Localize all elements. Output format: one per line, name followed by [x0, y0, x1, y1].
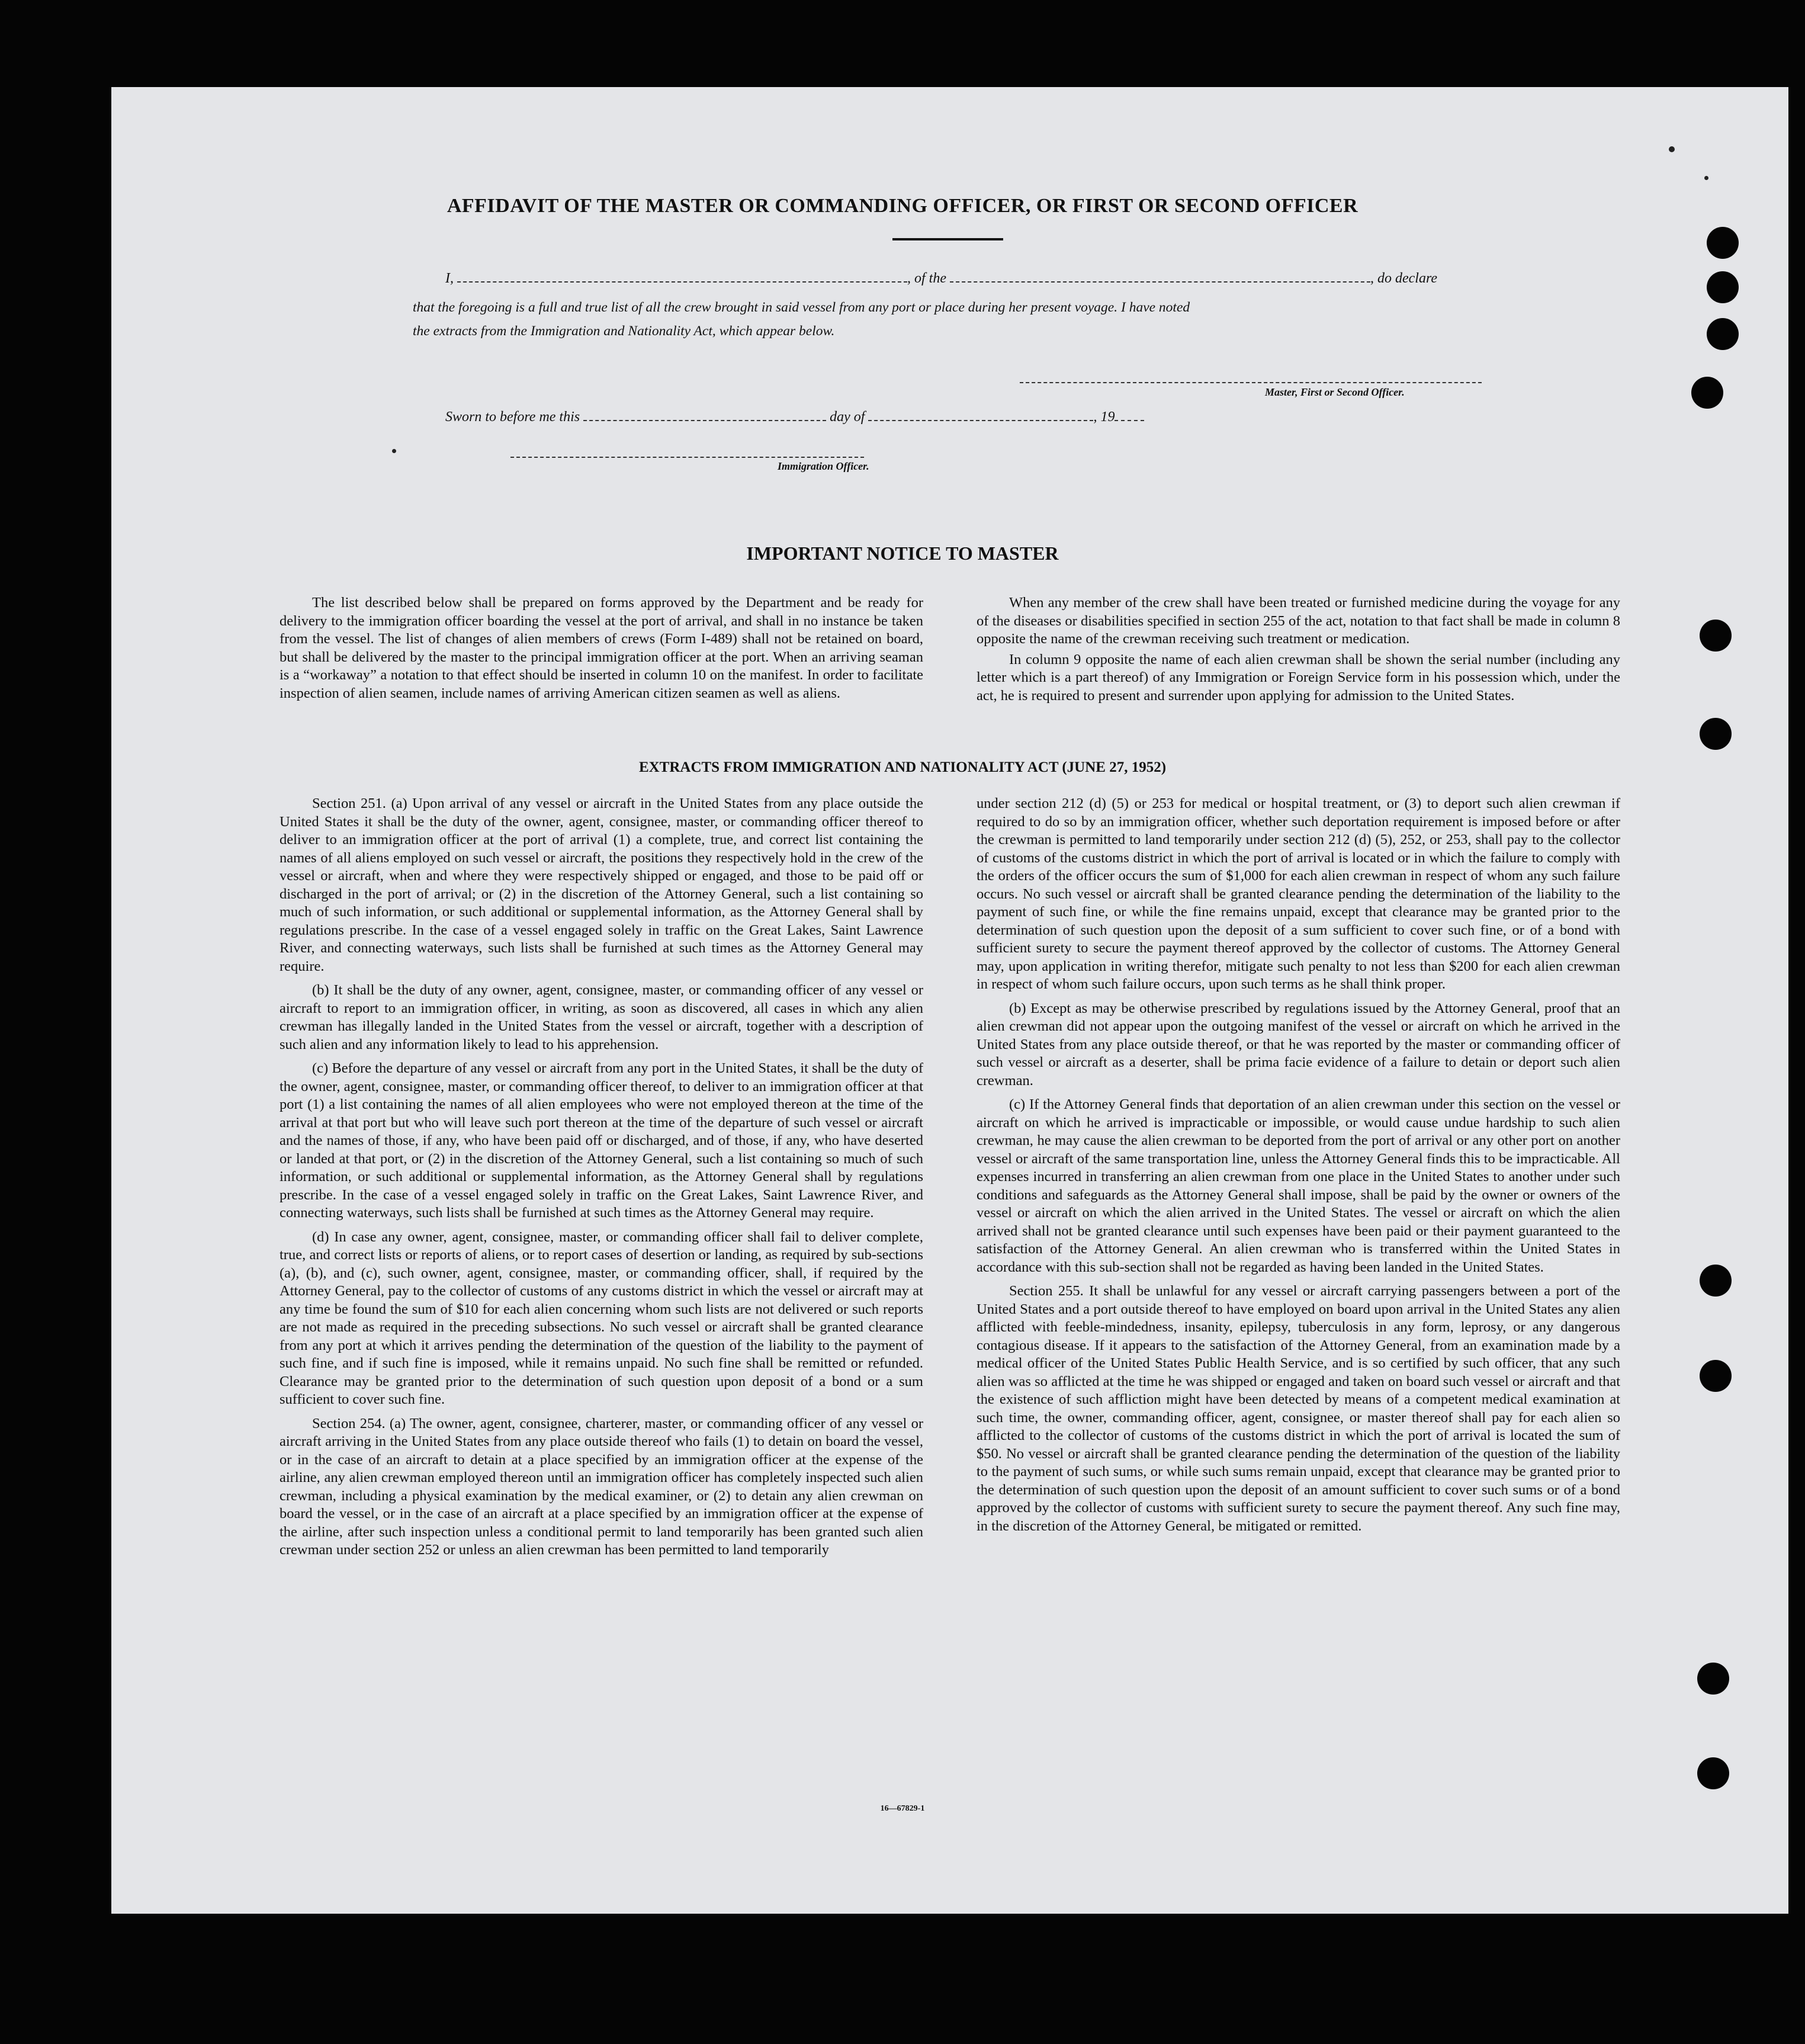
extracts-right-column — [977, 795, 1620, 1541]
sworn-day-blank[interactable] — [583, 408, 826, 421]
sworn-year-blank[interactable] — [1115, 408, 1144, 421]
binder-hole — [1697, 1663, 1729, 1695]
immigration-officer-signature-line[interactable] — [510, 457, 864, 458]
binder-hole — [1700, 620, 1732, 652]
form-number: 16—67829-1 — [880, 1804, 925, 1813]
sworn-text: Sworn to before me this — [445, 409, 580, 425]
year-text: , 19 — [1093, 409, 1115, 425]
extract-paragraph: Section 255. It shall be unlawful for any vessel or aircraft carrying passengers between a port of the United States and a port outside thereof to have employed on board upon arrival in the United States any alien afflicted with feeble-mindedness, insanity, epilepsy, tuberculosis in any form, leprosy, or any dangerous contagious disease. If it appears to the satisfaction of the Attorney General, from an examination made by a medical officer of the United States Public Health Service, and is so certified by such officer, that any such alien was so afflicted at the time he was shipped or engaged and taken on board such vessel or aircraft and that the existence of such affliction might have been detected by means of a competent medical examination at such time, the owner, commanding officer, agent, consignee, or master thereof shall pay for each alien so afflicted to the collector of customs of the customs district in which the port of arrival is located the sum of $50. No vessel or aircraft shall be granted clearance pending the determination of the question of the liability to the payment of such sums, or while such sums remain unpaid, except that clearance may be granted prior to the determination of such question upon the deposit of an amount sufficient to cover such sums or of a bond approved by the collector of customs with sufficient surety to secure the payment thereof. Any such fine may, in the discretion of the Attorney General, be mitigated or remitted. — [977, 1283, 1620, 1534]
extract-paragraph: Section 254. (a) The owner, agent, consignee, charterer, master, or commanding officer of any vessel or aircraft arriving in the United States from any place outside thereof who fails (1) to detain on board the vessel, or in the case of an aircraft to detain at a place specified by an immigration officer at the expense of the airline, any alien crewman employed thereon until an immigration officer has completely inspected such alien crewman, including a physical examination by the medical examiner, or (2) to detain any alien crewman on board the vessel, or in the case of an aircraft at a place specified by an immigration officer at the expense of the airline, after such inspection unless a conditional permit to land temporarily has been granted such alien crewman under section 252 or unless an alien crewman has been permitted to land temporarily — [280, 1415, 923, 1558]
notice-title: IMPORTANT NOTICE TO MASTER — [746, 543, 1059, 564]
extract-paragraph: Section 251. (a) Upon arrival of any vessel or aircraft in the United States from any place outside the United States it shall be the duty of the owner, agent, consignee, master, or commanding officer thereof to deliver to an immigration officer at the port of arrival (1) a complete, true, and correct list containing the names of all aliens employed on such vessel or aircraft, the positions they respectively hold in the crew of the vessel or aircraft, when and where they were respectively shipped or engaged, and those to be paid off or discharged in the port of arrival; or (2) in the discretion of the Attorney General, such a list containing so much of such information, or such additional or supplemental information, as the Attorney General shall by regulations prescribe. In the case of a vessel engaged solely in traffic on the Great Lakes, Saint Lawrence River, and connecting waterways, such lists shall be furnished at such times as the Attorney General may require. — [280, 795, 923, 974]
notice-right-column — [977, 594, 1620, 711]
master-signature-line[interactable] — [1020, 382, 1482, 383]
sworn-month-blank[interactable] — [868, 408, 1093, 421]
extracts-title: EXTRACTS FROM IMMIGRATION AND NATIONALITY ACT (JUNE 27, 1952) — [638, 759, 1167, 775]
extract-paragraph: (c) If the Attorney General finds that deportation of an alien crewman under this section on the vessel or aircraft on which he arrived is impracticable or impossible, or would cause undue hardship to such alien crewman, he may cause the alien crewman to be deported from the port of arrival or any other port on another vessel or aircraft of the same transportation line, unless the Attorney General finds this to be impracticable. All expenses incurred in transferring an alien crewman from one place in the United States to another under such conditions and safeguards as the Attorney General shall impose, shall be paid by the owner or owners of the vessel or aircraft on which the alien arrived in the United States. The vessel or aircraft on which the alien arrived shall not be granted clearance until such expenses have been paid or their payment guaranteed to the satisfaction of the Attorney General. An alien crewman who is transferred within the United States in accordance with this sub-section shall not be regarded as having been landed in the United States. — [977, 1096, 1620, 1275]
extract-paragraph: (d) In case any owner, agent, consignee, master, or commanding officer shall fail to deliver complete, true, and correct lists or reports of aliens, or to report cases of desertion or landing, as required by sub-sections (a), (b), and (c), such owner, agent, consignee, master, or commanding officer, shall, if required by the Attorney General, pay to the collector of customs of any customs district in which the vessel or aircraft may at any time be found the sum of $10 for each alien concerning whom such lists are not delivered or such reports are not made as required in the preceding subsections. No such vessel or aircraft shall be granted clearance from any port at which it arrives pending the determination of the question of the liability to the payment of such fine, and if such fine is imposed, while it remains unpaid. No such fine shall be remitted or refunded. Clearance may be granted prior to the determination of such question upon deposit of a bond or a sum sufficient to cover such fine. — [280, 1228, 923, 1407]
affidavit-i: I, — [445, 271, 454, 286]
binder-hole — [1700, 1265, 1732, 1297]
affidavit-line-3: the extracts from the Immigration and Nationality Act, which appear below. — [413, 323, 835, 339]
binder-hole — [1707, 227, 1739, 259]
affidavit-declare: , do declare — [1370, 271, 1438, 286]
day-of-text: day of — [830, 409, 865, 425]
binder-hole — [1700, 718, 1732, 750]
ink-speck — [392, 449, 396, 453]
affidavit-of-the: , of the — [907, 271, 946, 286]
notice-paragraph: In column 9 opposite the name of each alien crewman shall be shown the serial number (including any letter which is a part thereof) of any Immigration or Foreign Service form in his possession which, under the act, he is required to present and surrender upon applying for admission to the United States. — [977, 651, 1620, 704]
affidavit-line-1 — [445, 264, 1437, 293]
notice-paragraph: When any member of the crew shall have been treated or furnished medicine during the voyage for any of the diseases or disabilities specified in section 255 of the act, notation to that fact shall be made in column 8 opposite the name of the crewman receiving such treatment or medication. — [977, 595, 1620, 647]
binder-hole — [1707, 271, 1739, 303]
ink-speck — [1669, 146, 1675, 152]
affidavit-title: AFFIDAVIT OF THE MASTER OR COMMANDING OFFICER, OR FIRST OR SECOND OFFICER — [447, 195, 1358, 217]
binder-hole — [1697, 1757, 1729, 1789]
binder-hole — [1707, 318, 1739, 350]
binder-hole — [1700, 1360, 1732, 1392]
sworn-line — [445, 403, 1144, 431]
affidavit-line-2: that the foregoing is a full and true list of all the crew brought in said vessel from any port or place during her present voyage. I have noted — [413, 300, 1190, 315]
name-blank[interactable] — [457, 269, 907, 283]
extract-paragraph: under section 212 (d) (5) or 253 for medical or hospital treatment, or (3) to deport such alien crewman if required to do so by an immigration officer, whether such deportation requirement is imposed before or after the crewman is permitted to land temporarily under section 212 (d) (5), 252, or 253, shall pay to the collector of customs of the customs district in which the port of arrival is located or in which the failure to comply with the orders of the officer occurs the sum of $1,000 for each alien crewman in respect of whom any such failure occurs. No such vessel or aircraft shall be granted clearance pending the determination of the liability to the payment of such fine, or while the fine remains unpaid, except that clearance may be granted prior to the determination of such question upon the deposit of a sum sufficient to cover such fine, or of a bond with sufficient surety to secure the payment thereof approved by the collector of customs. The Attorney General may, upon application in writing therefor, mitigate such penalty to not less than $200 for each alien crewman in respect of whom such failure occurs, upon such terms as he shall think proper. — [977, 795, 1620, 992]
immigration-officer-label: Immigration Officer. — [778, 460, 869, 472]
vessel-blank[interactable] — [950, 269, 1370, 283]
binder-hole — [1691, 377, 1723, 409]
ink-speck — [1704, 176, 1708, 180]
notice-left-column — [280, 594, 923, 708]
title-rule — [892, 238, 1003, 240]
extract-paragraph: (b) Except as may be otherwise prescribed by regulations issued by the Attorney General, proof that an alien crewman did not appear upon the outgoing manifest of the vessel or aircraft on which he arrived in the United States from any place outside thereof, or that he was reported by the master or commanding officer of such vessel or aircraft as a deserter, shall be prima facie evidence of a failure to detain or deport such alien crewman. — [977, 1000, 1620, 1089]
extract-paragraph: (c) Before the departure of any vessel or aircraft from any port in the United States, it shall be the duty of the owner, agent, consignee, master, or commanding officer thereof, to deliver to an immigration officer at that port (1) a list containing the names of all alien employees who were not employed thereon at the time of the arrival at that port but who will leave such port thereon at the time of the departure of such vessel or aircraft and the names of those, if any, who have been paid off or discharged, and of those, if any, who have deserted or landed at that port, or (2) in the discretion of the Attorney General, such a list containing so much of such information, or such additional or supplemental information, as the Attorney General shall by regulations prescribe. In the case of a vessel engaged solely in traffic on the Great Lakes, Saint Lawrence River, and connecting waterways, such lists shall be furnished at such times as the Attorney General may require. — [280, 1060, 923, 1221]
notice-paragraph: The list described below shall be prepared on forms approved by the Department and be ready for delivery to the immigration officer boarding the vessel at the port of arrival, and shall in no instance be taken from the vessel. The list of changes of alien members of crews (Form I-489) shall not be retained on board, but shall be delivered by the master to the principal immigration officer at the port. When an arriving seaman is a “workaway” a notation to that effect should be inserted in column 10 on the manifest. In order to facilitate inspection of alien seamen, include names of arriving American citizen seamen as well as aliens. — [280, 595, 923, 701]
extracts-left-column — [280, 795, 923, 1565]
extract-paragraph: (b) It shall be the duty of any owner, agent, consignee, master, or commanding officer of any vessel or aircraft to report to an immigration officer, in writing, as soon as discovered, all cases in which any alien crewman has illegally landed in the United States from the vessel or aircraft, together with a description of such alien and any information likely to lead to his apprehension. — [280, 982, 923, 1053]
master-signature-label: Master, First or Second Officer. — [1265, 386, 1405, 398]
